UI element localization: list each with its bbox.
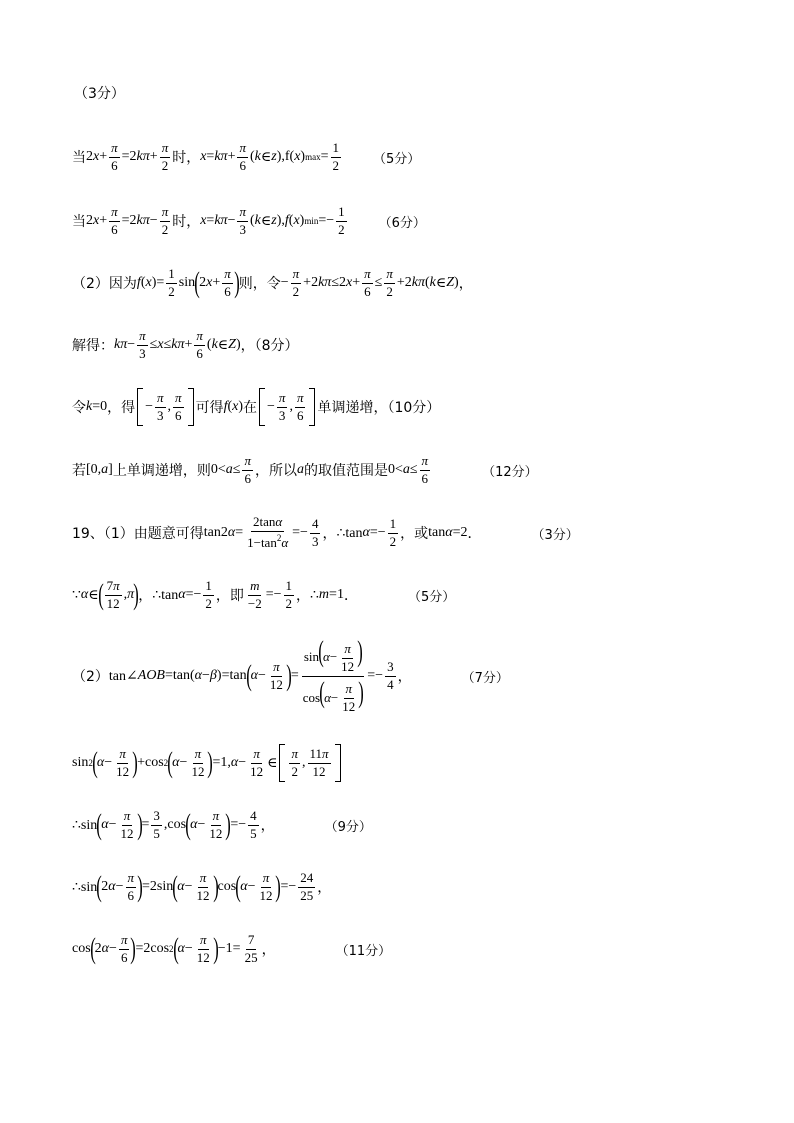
score-label: （5分） [407,589,456,605]
text-prefix: 当 [72,214,86,230]
math-expression: [0, a ] [86,462,113,477]
text-mid: 的取值范围是 [303,463,388,479]
math-expression: ∴tan α =− $\frac{1}{2}$ [152,577,212,611]
math-expression: $\frac{m}{-2}$ =− $\frac{1}{2}$ [247,577,292,611]
text-mid: ，得 [107,400,136,416]
math-expression: 0< a ≤ $\frac{\pi}{6}$ [387,452,429,486]
equation-line-2 [72,186,754,256]
score-line-0 [74,78,754,108]
equation-line-6 [72,435,754,505]
math-expression: − $\frac{\pi}{3}$ , $\frac{\pi}{6}$ [135,388,195,426]
text-suffix: ． [467,526,482,542]
math-expression: k =0 [86,399,108,414]
math-expression: − $\frac{\pi}{3}$ , $\frac{\pi}{6}$ [257,388,317,426]
math-expression: kπ − $\frac{\pi}{3}$ ≤ x ≤ kπ + $\frac{\pi}{6}$ ( k ∈ Z ) [114,327,241,361]
subscript: max [305,152,321,162]
equation-line-8 [72,560,754,630]
text-prefix: 19、（1）由题意可得 [72,526,204,542]
text-prefix: （2） [72,669,109,685]
math-expression: ∴tan α =− $\frac{1}{2}$ [336,515,397,549]
text-suffix: ， [458,276,473,292]
text-mid: ，即 [215,588,244,604]
equation-line-5 [72,372,754,442]
score-label: （3分） [531,527,579,543]
math-expression: a [296,462,304,477]
score-label: （6分） [378,215,426,231]
math-expression: tan∠ AOB =tan( α − β )=tan ( α − $\frac{\pi}{12}$ ) = sin(α− $\frac{\pi}{12}$ ) cos(α− $\frac{\pi}{12}$ ) =− $\frac{3}{4}$ [108,635,394,715]
math-expression: ∴sin ( 2 α − $\frac{\pi}{6}$ ) =2sin ( α − $\frac{\pi}{12}$ ) cos ( α − $\frac{\pi}{12}$ ) =− $\frac{24}{25}$ [72,869,314,903]
math-expression: tan2 α = $\frac{2\tan\alpha}{1-\tan^2\alpha}$ =− $\frac{4}{3}$ [203,514,319,550]
text-suffix: 时， [172,150,201,166]
equation-line-12 [72,852,754,922]
text-mid: ， [296,588,310,604]
text-suffix: ， [397,669,412,685]
equation-line-10 [72,728,754,798]
equation-line-9 [72,630,754,722]
equation-line-11 [72,790,754,860]
text-prefix: （2）因为 [72,276,137,292]
math-expression: ∴sin ( α − $\frac{\pi}{12}$ ) = $\frac{3}{5}$ ,cos ( α − $\frac{\pi}{12}$ ) =− $\frac{4}{5}$ [72,807,257,841]
math-expression: tan α =2 [428,525,468,540]
text-suffix: ， [261,942,276,958]
text-prefix: 当 [72,150,86,166]
math-expression: 2 x + $\frac{\pi}{6}$ =2 kπ + $\frac{\pi}{2}$ [86,139,169,173]
text-prefix: 令 [72,400,86,416]
math-expression: x = kπ − $\frac{\pi}{3}$ ( k ∈ z ), f ( x ) min =− $\frac{1}{2}$ [200,203,345,237]
score-label: （9分） [324,819,372,835]
score-label: （5分） [373,151,421,167]
math-expression: cos ( 2 α − $\frac{\pi}{6}$ ) =2cos 2 ( α − $\frac{\pi}{12}$ ) −1= $\frac{7}{25}$ [72,931,258,965]
text-mid: 在 [243,400,258,416]
text-suffix: ， [317,880,332,896]
equation-line-13 [72,914,754,984]
math-expression: x = kπ + $\frac{\pi}{6}$ ( k ∈ z ),f( x ) max = $\frac{1}{2}$ [200,139,339,173]
text-mid: ， [138,588,153,604]
text-prefix: 解得： [72,338,114,354]
math-expression: f ( x ) [223,399,244,414]
text-mid: ，或 [400,526,429,542]
text-mid: 则，令 [238,276,281,292]
text-mid: 上单调递增，则 [112,463,211,479]
text-suffix: ， [260,818,275,834]
text-prefix: 若 [72,463,86,479]
text-mid: 可得 [195,400,224,416]
math-expression: 2 x + $\frac{\pi}{6}$ =2 kπ − $\frac{\pi}{2}$ [86,203,169,237]
math-expression: − $\frac{\pi}{2}$ +2 kπ ≤2 x + $\frac{\pi}{6}$ ≤ $\frac{\pi}{2}$ +2 kπ ( k ∈ Z ) [280,265,459,299]
score-label: （12分） [482,464,538,480]
math-expression: sin 2 ( α − $\frac{\pi}{12}$ ) +cos 2 ( α − $\frac{\pi}{12}$ ) =1, α − $\frac{\pi}{12}$ ∈ $\frac{\pi}{2}$ , $\frac{11\pi}{12}$ [72,744,343,782]
math-expression: ∵ α ∈ ( $\frac{7\pi}{12}$ , π ) [72,577,139,611]
equation-line-7 [72,498,754,568]
text-suffix: ． [343,588,358,604]
math-expression: 0< a ≤ $\frac{\pi}{6}$ [210,452,251,486]
text-mid: ，所以 [254,463,297,479]
text-suffix: 单调递增，（10分） [317,400,441,416]
equation-line-4 [72,310,754,380]
score-label: （3分） [74,86,125,102]
equation-line-3 [72,248,754,318]
math-expression: f ( x )= $\frac{1}{2}$ sin ( 2 x + $\frac{\pi}{6}$ ) [136,265,240,299]
text-mid: ， [322,526,337,542]
score-label: （11分） [335,943,392,959]
text-suffix: 时， [172,214,201,230]
text-suffix: ，（8分） [240,338,299,354]
score-label: （7分） [461,670,509,686]
equation-line-1 [72,122,754,192]
subscript: min [304,216,319,226]
math-expression: ∴ m =1 [310,587,344,603]
